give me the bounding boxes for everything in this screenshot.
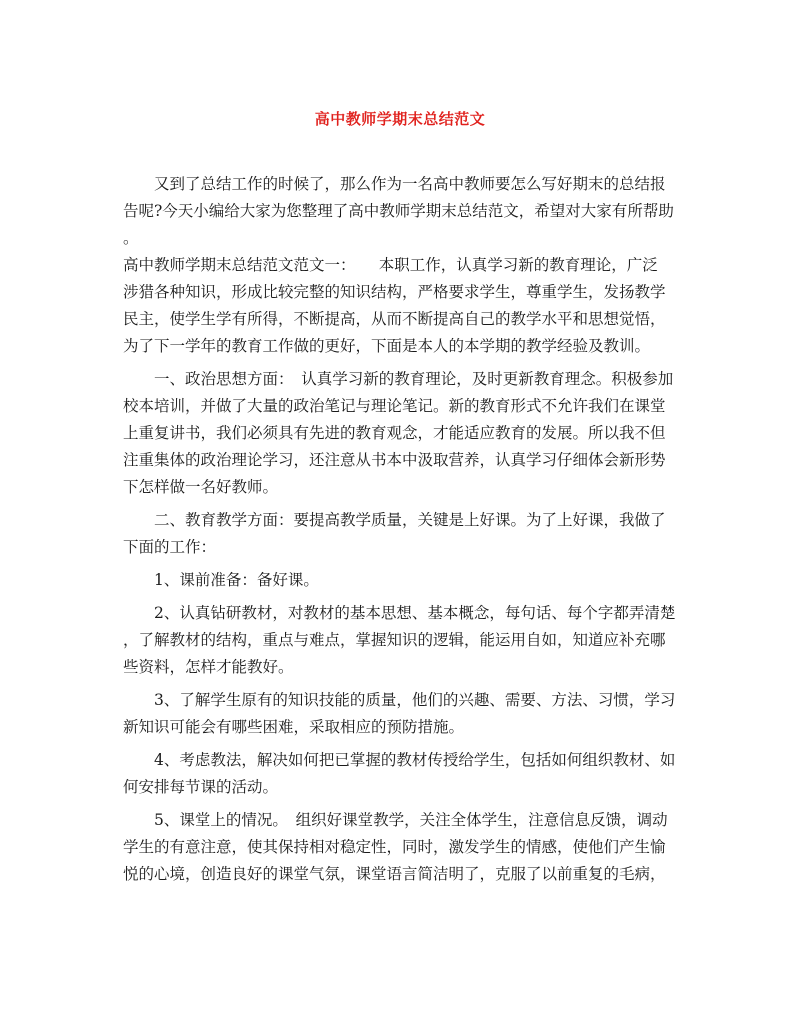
paragraph-line: 涉猎各种知识，形成比较完整的知识结构，严格要求学生，尊重学生，发扬教学 [123, 283, 666, 301]
paragraph-line: 新知识可能会有哪些困难，采取相应的预防措施。 [123, 718, 465, 736]
paragraph-line: 3、了解学生原有的知识技能的质量，他们的兴趣、需要、方法、习惯，学习 [154, 691, 676, 709]
paragraph-line: 为了下一学年的教育工作做的更好，下面是本人的本学期的教学经验及教训。 [123, 337, 651, 355]
paragraph-line: 何安排每节课的活动。 [123, 778, 279, 796]
document-title: 高中教师学期末总结范文 [314, 110, 486, 128]
paragraph-line: 上重复讲书，我们必须具有先进的教育观念，才能适应教育的发展。所以我不但 [123, 424, 666, 442]
paragraph-line: 2、认真钻研教材，对教材的基本思想、基本概念，每句话、每个字都弄清楚 [154, 604, 676, 622]
paragraph-line: 悦的心境，创造良好的课堂气氛，课堂语言简洁明了，克服了以前重复的毛病， [123, 865, 666, 883]
paragraph-line: 些资料，怎样才能教好。 [123, 658, 294, 676]
paragraph-line: 校本培训，并做了大量的政治笔记与理论笔记。新的教育形式不允许我们在课堂 [123, 397, 666, 415]
paragraph-line: 二、教育教学方面：要提高教学质量，关键是上好课。为了上好课，我做了 [154, 511, 666, 529]
paragraph-line: 下怎样做一名好教师。 [123, 478, 279, 496]
paragraph-line: 。 [123, 229, 139, 247]
paragraph-line: ，了解教材的结构，重点与难点，掌握知识的逻辑，能运用自如，知道应补充哪 [123, 631, 666, 649]
paragraph-line: 高中教师学期末总结范文范文一： 本职工作，认真学习新的教育理论，广泛 [123, 256, 658, 274]
paragraph-line: 告呢?今天小编给大家为您整理了高中教师学期末总结范文，希望对大家有所帮助 [123, 202, 674, 220]
paragraph-line: 学生的有意注意，使其保持相对稳定性，同时，激发学生的情感，使他们产生愉 [123, 838, 666, 856]
paragraph-line: 1、课前准备：备好课。 [154, 571, 319, 589]
paragraph-line: 5、课堂上的情况。 组织好课堂教学，关注全体学生，注意信息反馈，调动 [154, 811, 668, 829]
paragraph-line: 一、政治思想方面： 认真学习新的教育理论，及时更新教育理念。积极参加 [154, 370, 674, 388]
document-body [123, 171, 681, 888]
paragraph-line: 民主，使学生学有所得，不断提高，从而不断提高自己的教学水平和思想觉悟， [123, 310, 666, 328]
paragraph-line: 4、考虑教法，解决如何把已掌握的教材传授给学生，包括如何组织教材、如 [154, 751, 676, 769]
paragraph-line: 注重集体的政治理论学习，还注意从书本中汲取营养，认真学习仔细体会新形势 [123, 451, 666, 469]
paragraph-line: 又到了总结工作的时候了，那么作为一名高中教师要怎么写好期末的总结报 [154, 175, 666, 193]
paragraph-line: 下面的工作： [123, 538, 217, 556]
